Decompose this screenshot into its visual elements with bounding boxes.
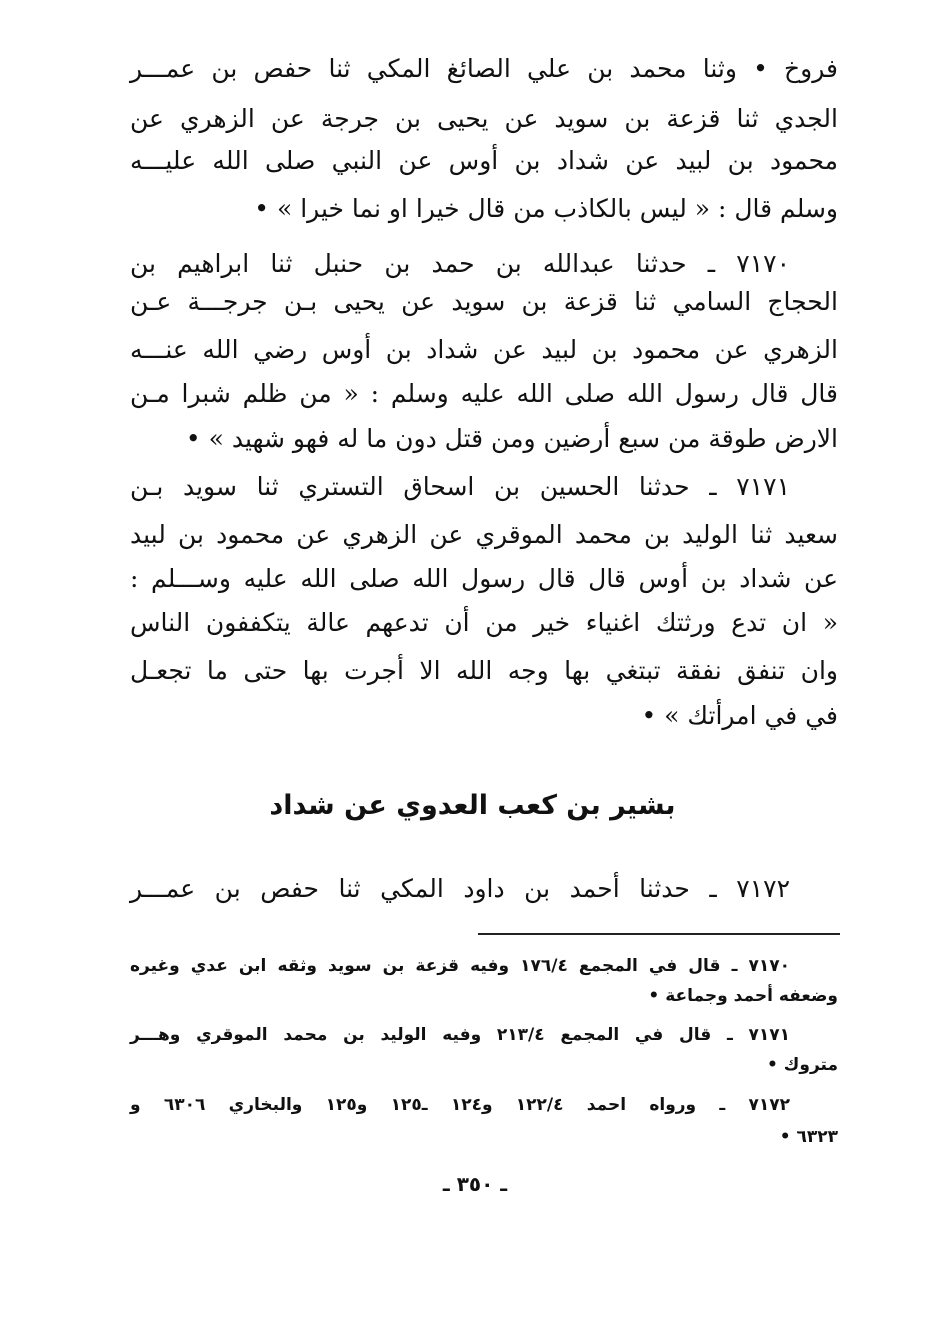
footnote-line: وضعفه أحمد وجماعة •: [648, 986, 838, 1006]
footnote-line: ٧١٧٢ ـ ورواه احمد ١٢٢/٤ و١٢٤ ـ١٢٥ و١٢٥ والبخاري ٦٣٠٦ و: [130, 1095, 790, 1115]
footnote-divider: [478, 933, 840, 935]
body-line: الزهري عن محمود بن لبيد عن شداد بن أوس رضي الله عنـــه: [130, 335, 838, 364]
footnote-line: ٧١٧٠ ـ قال في المجمع ١٧٦/٤ وفيه قزعة بن سويد وثقه ابن عدي وغيره: [130, 956, 790, 976]
page-number: ـ ٣٥٠ ـ: [442, 1172, 508, 1196]
footnote-line: متروك •: [767, 1055, 838, 1075]
body-line: الحجاج السامي ثنا قزعة بن سويد عن يحيى بـن جرجـــة عـن: [130, 287, 838, 316]
body-line: الارض طوقة من سبع أرضين ومن قتل دون ما له فهو شهيد » •: [185, 424, 838, 453]
body-line: الجدي ثنا قزعة بن سويد عن يحيى بن جرجة عن الزهري عن: [130, 104, 838, 133]
footnote-line: ٦٣٢٣ •: [779, 1127, 838, 1147]
body-line: ٧١٧٢ ـ حدثنا أحمد بن داود المكي ثنا حفص بن عمـــر: [130, 874, 790, 903]
body-line: ٧١٧٠ ـ حدثنا عبدالله بن حمد بن حنبل ثنا ابراهيم بن: [130, 249, 790, 278]
body-line: وسلم قال : « ليس بالكاذب من قال خيرا او نما خيرا » •: [254, 194, 838, 223]
body-line: سعيد ثنا الوليد بن محمد الموقري عن الزهري عن محمود بن لبيد: [130, 520, 838, 549]
body-line: وان تنفق نفقة تبتغي بها وجه الله الا أجرت بها حتى ما تجعـل: [130, 656, 838, 685]
body-line: محمود بن لبيد عن شداد بن أوس عن النبي صلى الله عليـــه: [130, 146, 838, 175]
body-line: ٧١٧١ ـ حدثنا الحسين بن اسحاق التستري ثنا سويد بـن: [130, 472, 790, 501]
body-line: قال قال رسول الله صلى الله عليه وسلم : « من ظلم شبرا مـن: [130, 379, 838, 408]
body-line: فروخ • وثنا محمد بن علي الصائغ المكي ثنا حفص بن عمـــر: [130, 54, 838, 83]
body-line: عن شداد بن أوس قال قال رسول الله صلى الله عليه وســـلم :: [130, 564, 838, 593]
body-line: « ان تدع ورثتك اغنياء خير من أن تدعهم عالة يتكففون الناس: [130, 608, 838, 637]
body-line: في في امرأتك » •: [641, 701, 838, 730]
footnote-line: ٧١٧١ ـ قال في المجمع ٢١٣/٤ وفيه الوليد بن محمد الموقري وهـــر: [130, 1025, 790, 1045]
section-heading: بشير بن كعب العدوي عن شداد: [269, 790, 676, 821]
